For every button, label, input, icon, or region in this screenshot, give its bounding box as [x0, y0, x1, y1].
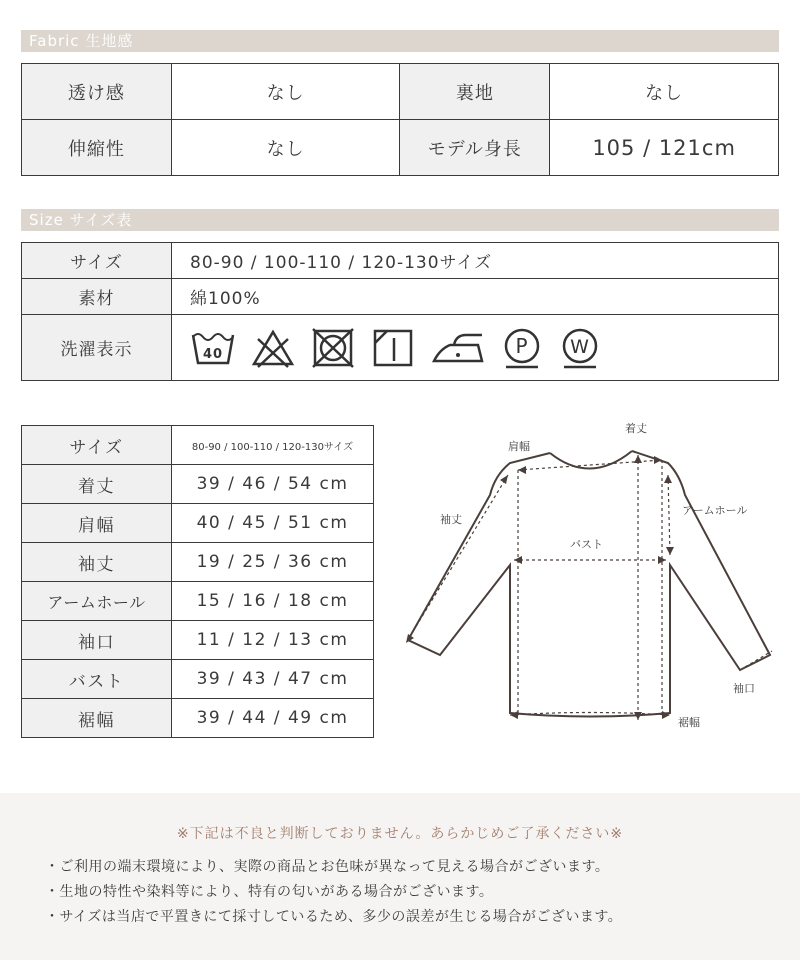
material-label: 素材: [22, 279, 172, 315]
list-item: ・ご利用の端末環境により、実際の商品とお色味が異なって見える場合がございます。: [45, 859, 610, 875]
wash-temp-text: 40: [202, 346, 224, 362]
stretch-value: なし: [171, 120, 400, 176]
model-height-label: モデル身長: [400, 120, 550, 176]
size-value: 80-90 / 100-110 / 120-130サイズ: [172, 243, 779, 279]
wet-clean-w-icon: [558, 327, 602, 369]
size-label: サイズ: [22, 243, 172, 279]
bust-label: バスト: [22, 660, 172, 699]
garment-outline: [408, 451, 770, 717]
table-row: [22, 315, 779, 381]
armhole-label: アームホール: [22, 582, 172, 621]
size-info-table: [21, 242, 779, 381]
diagram-bust-label: バスト: [570, 538, 603, 551]
diagram-armhole-label: アームホール: [682, 504, 748, 517]
table-row: [22, 543, 374, 582]
measure-arrows: [406, 455, 674, 720]
dry-clean-letter: P: [515, 333, 529, 358]
lining-label: 裏地: [400, 64, 550, 120]
table-row: [22, 660, 374, 699]
iron-low-icon: [430, 327, 486, 369]
table-row: [22, 582, 374, 621]
cuff-label: 袖口: [22, 621, 172, 660]
meas-header-value: 80-90 / 100-110 / 120-130サイズ: [172, 426, 374, 465]
garment-diagram: [400, 415, 800, 735]
size-section-header: Size サイズ表: [21, 209, 779, 231]
diagram-sleeve-label: 袖丈: [440, 513, 462, 526]
table-row: [22, 279, 779, 315]
model-height-value: 105 / 121cm: [550, 120, 779, 176]
line-dry-shade-icon: [370, 327, 416, 369]
care-label: 洗濯表示: [22, 315, 172, 381]
table-row: [22, 120, 779, 176]
sleeve-value: 19 / 25 / 36 cm: [172, 543, 374, 582]
length-value: 39 / 46 / 54 cm: [172, 465, 374, 504]
diagram-length-label: 着丈: [625, 422, 647, 435]
bust-value: 39 / 43 / 47 cm: [172, 660, 374, 699]
fabric-table: [21, 63, 779, 176]
armhole-value: 15 / 16 / 18 cm: [172, 582, 374, 621]
meas-header-label: サイズ: [22, 426, 172, 465]
table-row: [22, 465, 374, 504]
list-item: ・生地の特性や染料等により、特有の匂いがある場合がございます。: [45, 884, 494, 900]
dry-clean-p-icon: [500, 327, 544, 369]
shoulder-value: 40 / 45 / 51 cm: [172, 504, 374, 543]
table-row: [22, 243, 779, 279]
diagram-cuff-label: 袖口: [733, 682, 755, 695]
shoulder-label: 肩幅: [22, 504, 172, 543]
transparency-value: なし: [171, 64, 400, 120]
lining-value: なし: [550, 64, 779, 120]
wet-clean-letter: W: [570, 335, 590, 358]
no-bleach-icon: [250, 327, 296, 369]
table-row: [22, 621, 374, 660]
measurement-table: [21, 425, 374, 738]
sleeve-label: 袖丈: [22, 543, 172, 582]
table-row: [22, 504, 374, 543]
table-row: [22, 64, 779, 120]
care-icons-cell: [172, 315, 779, 381]
diagram-shoulder-label: 肩幅: [508, 440, 530, 453]
fabric-section-header: Fabric 生地感: [21, 30, 779, 52]
transparency-label: 透け感: [22, 64, 172, 120]
material-value: 綿100%: [172, 279, 779, 315]
list-item: ・サイズは当店で平置きにて採寸しているため、多少の誤差が生じる場合がございます。: [45, 909, 623, 925]
notice-list: [45, 855, 622, 930]
diagram-hem-label: 裾幅: [678, 716, 700, 729]
hem-label: 裾幅: [22, 699, 172, 738]
measure-lines: [406, 455, 772, 720]
stretch-label: 伸縮性: [22, 120, 172, 176]
length-label: 着丈: [22, 465, 172, 504]
notice-title: ※下記は不良と判断しておりません。あらかじめご了承ください※: [176, 826, 624, 842]
table-row: [22, 699, 374, 738]
no-tumble-dry-icon: [310, 327, 356, 369]
cuff-value: 11 / 12 / 13 cm: [172, 621, 374, 660]
table-row: [22, 426, 374, 465]
hem-value: 39 / 44 / 49 cm: [172, 699, 374, 738]
notice-box: [0, 793, 800, 960]
wash-40-icon: [190, 327, 236, 369]
